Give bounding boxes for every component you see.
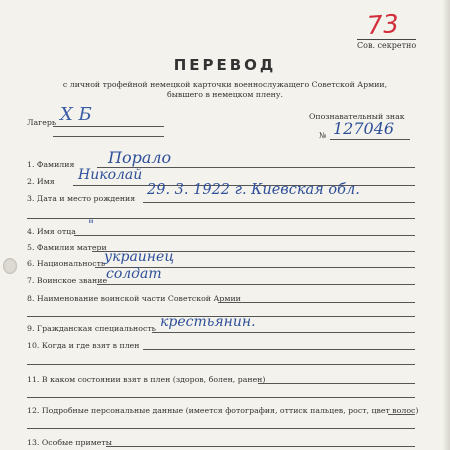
field-8-label: 8. Наименование воинской части Советской Армии — [27, 294, 241, 303]
field-11-label: 11. В каком состоянии взят в плен (здоров, болен, ранен) — [27, 375, 266, 384]
field-2-value: Николай — [78, 167, 143, 183]
field-11-line — [258, 383, 415, 384]
field-6-value: украинец — [104, 249, 175, 265]
subtitle-line-1: с личной трофейной немецкой карточки военнослужащего Советской Армии, — [62, 80, 388, 89]
archive-number-stamp: 73 — [366, 8, 400, 41]
field-4-line — [74, 235, 415, 236]
id-tag-value: 127046 — [333, 119, 395, 138]
field-10-line — [143, 349, 415, 350]
field-10-line-2 — [27, 364, 415, 365]
field-2-label: 2. Имя — [27, 177, 55, 186]
classification-mark: Сов. секретно — [357, 41, 417, 50]
field-3-value: 29. 3. 1922 г. Киевская обл. — [147, 182, 360, 198]
field-7-value: солдат — [106, 266, 162, 282]
field-3-line-2 — [27, 218, 415, 219]
field-4-label: 4. Имя отца — [27, 227, 76, 236]
field-9-value: крестьянин. — [160, 314, 256, 330]
field-3-label: 3. Дата и место рождения — [27, 194, 136, 203]
document-title: ПЕРЕВОД — [173, 56, 277, 74]
field-11-line-2 — [27, 397, 415, 398]
camp-underline-2 — [53, 136, 164, 137]
field-5-label: 5. Фамилия матери — [27, 243, 107, 252]
field-1-line — [97, 167, 415, 168]
punch-hole — [3, 258, 17, 274]
field-13-label: 13. Особые приметы — [27, 438, 112, 447]
id-tag-no: № — [319, 131, 327, 140]
camp-underline — [53, 126, 164, 127]
field-3-line — [143, 202, 415, 203]
field-12-line — [388, 414, 415, 415]
field-9-line — [152, 332, 415, 333]
field-4-value: " — [88, 218, 94, 233]
field-7-label: 7. Воинское звание — [27, 276, 108, 285]
field-12-label: 12. Подробные персональные данные (имеется фотография, оттиск пальцев, рост, цвет волос) — [27, 406, 419, 415]
field-8-line — [218, 302, 415, 303]
camp-label: Лагерь — [27, 118, 57, 127]
field-1-value: Порало — [108, 148, 172, 167]
id-tag-label: Опознавательный знак — [309, 112, 405, 121]
field-13-line — [106, 446, 415, 447]
field-10-label: 10. Когда и где взят в плен — [27, 341, 140, 350]
field-7-line — [97, 284, 415, 285]
subtitle-line-2: бывшего в немецком плену. — [167, 90, 283, 99]
field-6-label: 6. Национальность — [27, 259, 106, 268]
field-12-line-2 — [27, 428, 415, 429]
camp-value: Х Б — [60, 104, 92, 125]
field-1-label: 1. Фамилия — [27, 160, 75, 169]
field-9-label: 9. Гражданская специальность — [27, 324, 156, 333]
id-tag-underline — [330, 139, 410, 140]
